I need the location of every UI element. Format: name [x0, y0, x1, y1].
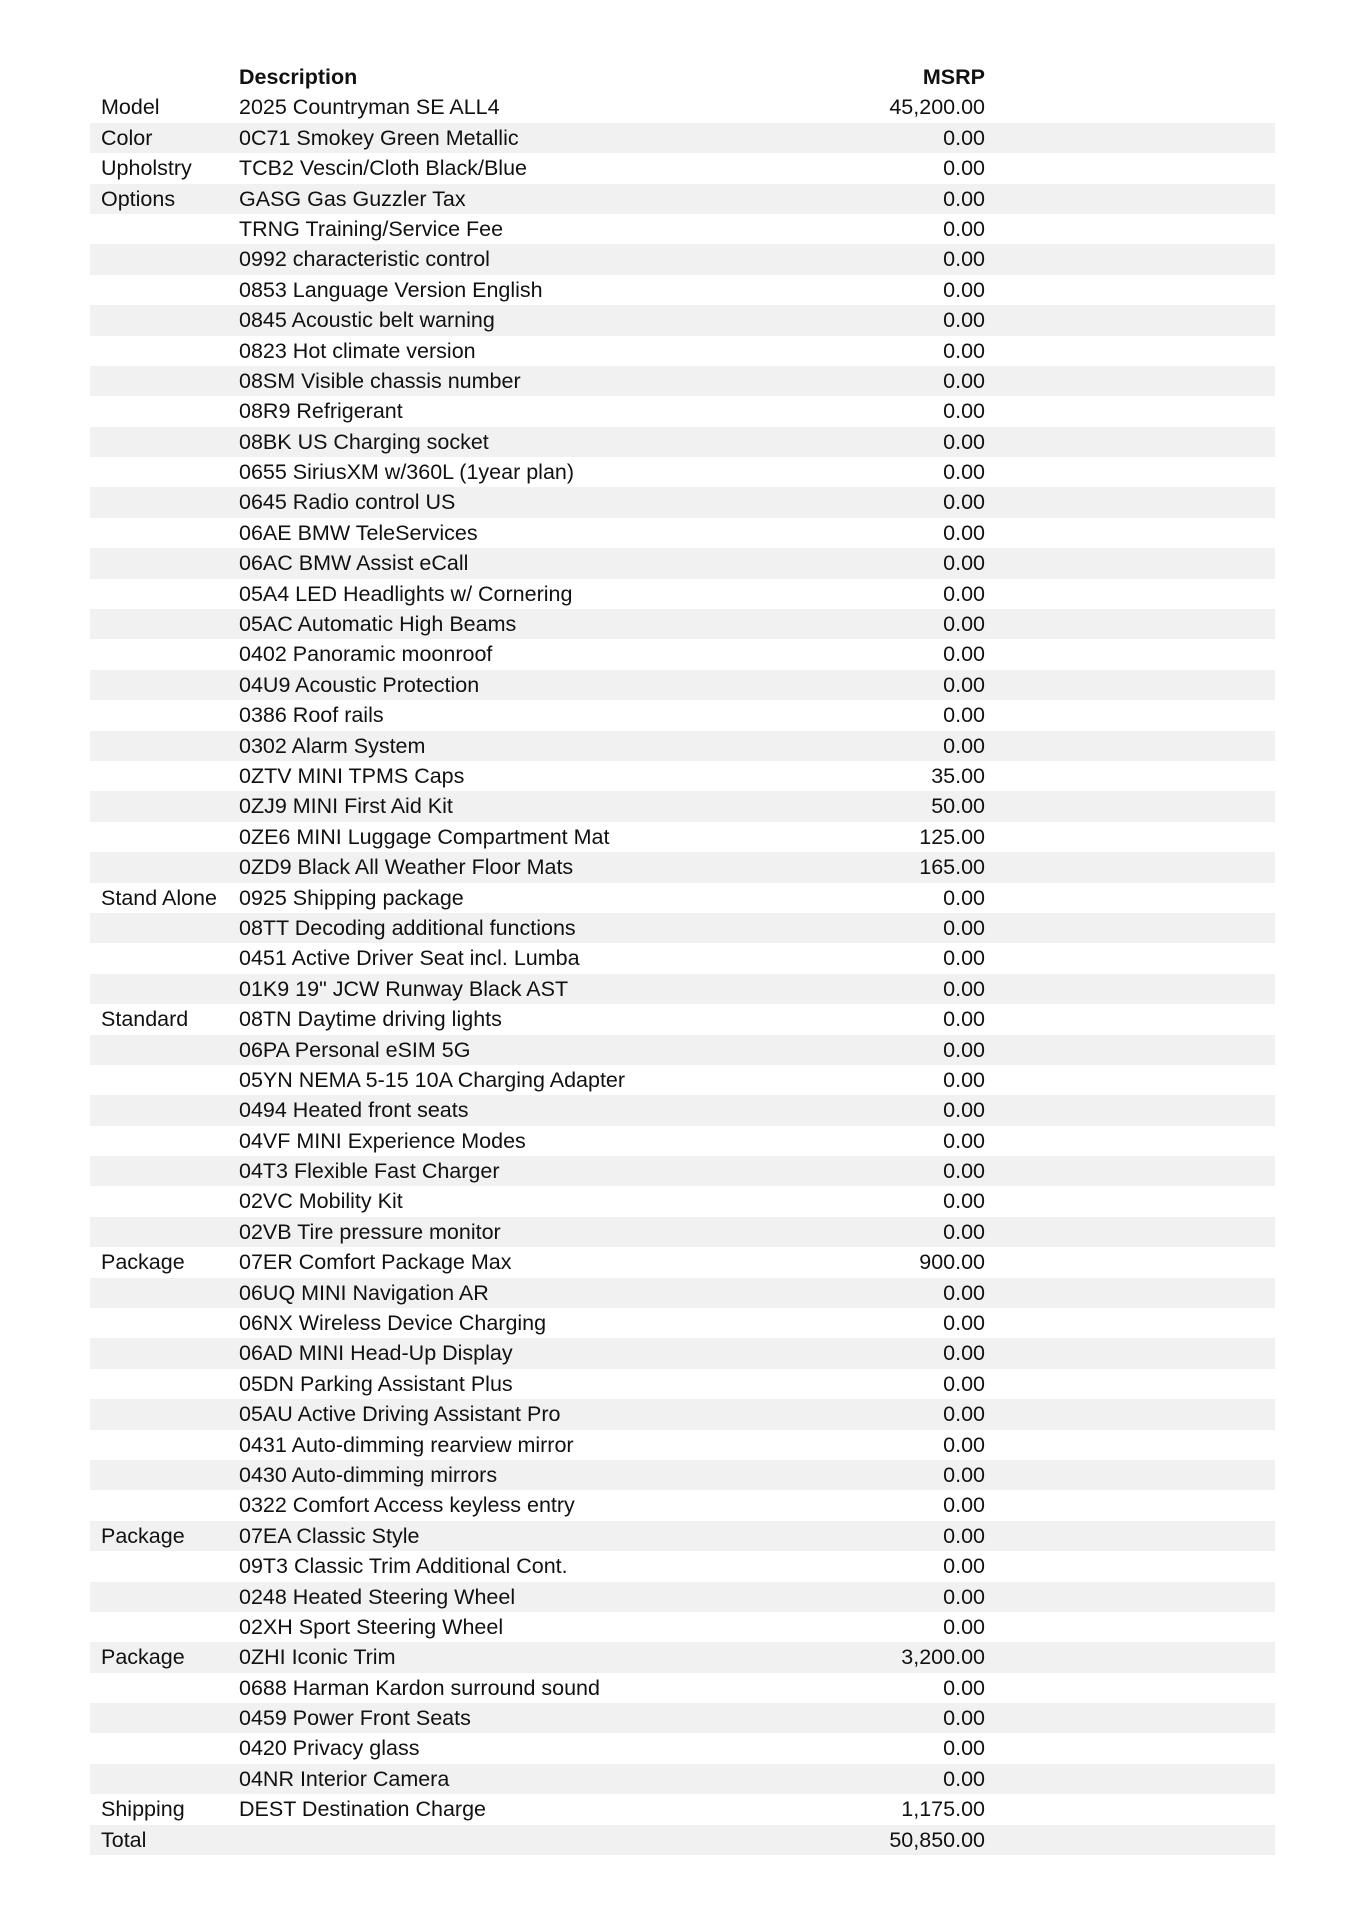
table-row: [90, 1399, 1275, 1429]
description-header: Description: [239, 65, 358, 89]
row-msrp: 0.00: [943, 125, 985, 150]
table-row: [90, 1582, 1275, 1612]
row-category: Model: [101, 95, 160, 120]
row-description: 05AU Active Driving Assistant Pro: [239, 1402, 561, 1427]
row-description: 0430 Auto-dimming mirrors: [239, 1462, 498, 1487]
row-msrp: 0.00: [943, 1675, 985, 1700]
row-description: 02XH Sport Steering Wheel: [239, 1614, 504, 1639]
table-row: [90, 1794, 1275, 1824]
table-row: [90, 1612, 1275, 1642]
table-row: [90, 153, 1275, 183]
table-row: [90, 1186, 1275, 1216]
row-description: 06AE BMW TeleServices: [239, 520, 478, 545]
row-msrp: 0.00: [943, 642, 985, 667]
row-description: 0ZE6 MINI Luggage Compartment Mat: [239, 824, 610, 849]
row-msrp: 0.00: [943, 551, 985, 576]
row-description: GASG Gas Guzzler Tax: [239, 186, 466, 211]
row-msrp: 0.00: [943, 976, 985, 1001]
row-msrp: 0.00: [943, 1067, 985, 1092]
row-category: Options: [101, 186, 176, 211]
row-description: 06UQ MINI Navigation AR: [239, 1280, 489, 1305]
row-description: 09T3 Classic Trim Additional Cont.: [239, 1554, 568, 1579]
table-row: [90, 1703, 1275, 1733]
table-row: [90, 1247, 1275, 1277]
table-row: [90, 457, 1275, 487]
row-description: 0451 Active Driver Seat incl. Lumba: [239, 946, 580, 971]
row-description: 06AD MINI Head-Up Display: [239, 1341, 513, 1366]
row-msrp: 0.00: [943, 1523, 985, 1548]
table-row: [90, 1308, 1275, 1338]
row-msrp: 50.00: [931, 794, 985, 819]
row-description: 05DN Parking Assistant Plus: [239, 1371, 513, 1396]
table-row: [90, 1551, 1275, 1581]
row-msrp: 0.00: [943, 338, 985, 363]
row-msrp: 0.00: [943, 885, 985, 910]
row-msrp: 0.00: [943, 490, 985, 515]
table-row: [90, 974, 1275, 1004]
row-msrp: 50,850.00: [889, 1827, 985, 1852]
table-row: [90, 184, 1275, 214]
row-msrp: 0.00: [943, 1219, 985, 1244]
row-category: Total: [101, 1827, 147, 1852]
table-row: [90, 214, 1275, 244]
table-row: [90, 1430, 1275, 1460]
row-msrp: 0.00: [943, 399, 985, 424]
row-msrp: 0.00: [943, 581, 985, 606]
row-category: Stand Alone: [101, 885, 217, 910]
table-row: [90, 700, 1275, 730]
table-row: [90, 1095, 1275, 1125]
table-row: [90, 943, 1275, 973]
row-msrp: 0.00: [943, 1159, 985, 1184]
row-description: 0655 SiriusXM w/360L (1year plan): [239, 460, 575, 485]
table-row: [90, 1733, 1275, 1763]
row-msrp: 0.00: [943, 1311, 985, 1336]
table-row: [90, 1642, 1275, 1672]
row-description: 04VF MINI Experience Modes: [239, 1128, 526, 1153]
row-description: 0C71 Smokey Green Metallic: [239, 125, 519, 150]
row-category: Package: [101, 1645, 185, 1670]
table-row: [90, 275, 1275, 305]
row-msrp: 0.00: [943, 1189, 985, 1214]
msrp-sheet: [90, 62, 1275, 1855]
row-description: 08SM Visible chassis number: [239, 368, 521, 393]
table-row: [90, 1490, 1275, 1520]
row-description: 0322 Comfort Access keyless entry: [239, 1493, 575, 1518]
row-description: 02VB Tire pressure monitor: [239, 1219, 501, 1244]
table-row: [90, 1156, 1275, 1186]
row-msrp: 0.00: [943, 703, 985, 728]
row-description: 0402 Panoramic moonroof: [239, 642, 493, 667]
row-description: 0459 Power Front Seats: [239, 1706, 471, 1731]
row-description: 01K9 19" JCW Runway Black AST: [239, 976, 569, 1001]
row-description: 06PA Personal eSIM 5G: [239, 1037, 471, 1062]
row-description: 08R9 Refrigerant: [239, 399, 403, 424]
row-description: 0845 Acoustic belt warning: [239, 308, 495, 333]
row-category: Color: [101, 125, 153, 150]
table-row: [90, 791, 1275, 821]
table-row: [90, 123, 1275, 153]
row-description: 0ZD9 Black All Weather Floor Mats: [239, 855, 574, 880]
table-row: [90, 396, 1275, 426]
row-description: 04T3 Flexible Fast Charger: [239, 1159, 500, 1184]
table-row: [90, 1004, 1275, 1034]
row-msrp: 0.00: [943, 1128, 985, 1153]
row-msrp: 900.00: [919, 1250, 985, 1275]
row-description: 0823 Hot climate version: [239, 338, 476, 363]
row-msrp: 125.00: [919, 824, 985, 849]
row-description: 0431 Auto-dimming rearview mirror: [239, 1432, 574, 1457]
row-msrp: 0.00: [943, 156, 985, 181]
row-description: 04U9 Acoustic Protection: [239, 672, 480, 697]
row-msrp: 0.00: [943, 1432, 985, 1457]
row-category: Package: [101, 1523, 185, 1548]
row-msrp: 0.00: [943, 1584, 985, 1609]
row-msrp: 35.00: [931, 763, 985, 788]
row-category: Shipping: [101, 1797, 185, 1822]
row-msrp: 0.00: [943, 733, 985, 758]
table-row: [90, 761, 1275, 791]
row-description: TRNG Training/Service Fee: [239, 216, 504, 241]
row-description: 0386 Roof rails: [239, 703, 384, 728]
row-description: 0992 characteristic control: [239, 247, 490, 272]
table-row: [90, 822, 1275, 852]
table-row: [90, 1126, 1275, 1156]
table-row: [90, 852, 1275, 882]
row-description: 0ZJ9 MINI First Aid Kit: [239, 794, 453, 819]
row-msrp: 0.00: [943, 915, 985, 940]
row-msrp: 0.00: [943, 460, 985, 485]
row-description: 07EA Classic Style: [239, 1523, 420, 1548]
row-msrp: 0.00: [943, 277, 985, 302]
msrp-header: MSRP: [922, 65, 985, 89]
table-row: [90, 518, 1275, 548]
row-description: 0925 Shipping package: [239, 885, 464, 910]
row-msrp: 0.00: [943, 247, 985, 272]
table-row: [90, 1278, 1275, 1308]
row-msrp: 0.00: [943, 1736, 985, 1761]
row-category: Standard: [101, 1007, 189, 1032]
table-row: [90, 1521, 1275, 1551]
row-msrp: 0.00: [943, 368, 985, 393]
row-msrp: 0.00: [943, 672, 985, 697]
row-msrp: 45,200.00: [889, 95, 985, 120]
row-description: 0ZHI Iconic Trim: [239, 1645, 396, 1670]
row-description: 05AC Automatic High Beams: [239, 612, 517, 637]
row-msrp: 0.00: [943, 1402, 985, 1427]
row-description: TCB2 Vescin/Cloth Black/Blue: [239, 156, 527, 181]
table-row: [90, 731, 1275, 761]
row-category: Upholstry: [101, 156, 192, 181]
row-msrp: 0.00: [943, 216, 985, 241]
table-row: [90, 305, 1275, 335]
row-msrp: 0.00: [943, 186, 985, 211]
row-description: 08BK US Charging socket: [239, 429, 489, 454]
row-msrp: 0.00: [943, 1462, 985, 1487]
row-msrp: 0.00: [943, 1098, 985, 1123]
row-msrp: 0.00: [943, 520, 985, 545]
table-row: [90, 670, 1275, 700]
row-category: Package: [101, 1250, 185, 1275]
table-row: [90, 913, 1275, 943]
table-row: [90, 1217, 1275, 1247]
row-msrp: 0.00: [943, 308, 985, 333]
table-row: [90, 1673, 1275, 1703]
row-msrp: 0.00: [943, 1554, 985, 1579]
row-description: 02VC Mobility Kit: [239, 1189, 403, 1214]
row-description: 2025 Countryman SE ALL4: [239, 95, 500, 120]
row-msrp: 0.00: [943, 1493, 985, 1518]
table-row: [90, 579, 1275, 609]
table-header: [90, 62, 1275, 92]
table-row: [90, 1764, 1275, 1794]
row-description: 06AC BMW Assist eCall: [239, 551, 469, 576]
row-msrp: 3,200.00: [901, 1645, 985, 1670]
table-row: [90, 336, 1275, 366]
row-description: 0302 Alarm System: [239, 733, 426, 758]
table-row: [90, 1338, 1275, 1368]
row-msrp: 0.00: [943, 1037, 985, 1062]
row-description: 0ZTV MINI TPMS Caps: [239, 763, 465, 788]
row-msrp: 0.00: [943, 1280, 985, 1305]
table-row: [90, 244, 1275, 274]
row-description: 05A4 LED Headlights w/ Cornering: [239, 581, 573, 606]
table-row: [90, 609, 1275, 639]
row-msrp: 0.00: [943, 612, 985, 637]
row-description: DEST Destination Charge: [239, 1797, 486, 1822]
row-msrp: 0.00: [943, 946, 985, 971]
table-row: [90, 639, 1275, 669]
row-msrp: 0.00: [943, 1007, 985, 1032]
table-row: [90, 92, 1275, 122]
table-row: [90, 1825, 1275, 1855]
row-msrp: 0.00: [943, 429, 985, 454]
row-description: 0420 Privacy glass: [239, 1736, 420, 1761]
row-description: 0645 Radio control US: [239, 490, 456, 515]
row-msrp: 1,175.00: [901, 1797, 985, 1822]
row-description: 04NR Interior Camera: [239, 1766, 450, 1791]
row-msrp: 0.00: [943, 1371, 985, 1396]
row-description: 0248 Heated Steering Wheel: [239, 1584, 516, 1609]
table-row: [90, 1369, 1275, 1399]
table-row: [90, 366, 1275, 396]
row-description: 0494 Heated front seats: [239, 1098, 469, 1123]
row-description: 0688 Harman Kardon surround sound: [239, 1675, 600, 1700]
row-description: 05YN NEMA 5-15 10A Charging Adapter: [239, 1067, 626, 1092]
row-description: 07ER Comfort Package Max: [239, 1250, 512, 1275]
table-row: [90, 883, 1275, 913]
table-row: [90, 427, 1275, 457]
row-msrp: 165.00: [919, 855, 985, 880]
table-row: [90, 1460, 1275, 1490]
row-description: 08TT Decoding additional functions: [239, 915, 576, 940]
row-description: 08TN Daytime driving lights: [239, 1007, 502, 1032]
row-msrp: 0.00: [943, 1766, 985, 1791]
table-row: [90, 1035, 1275, 1065]
table-row: [90, 487, 1275, 517]
line-items: [90, 92, 1275, 1855]
table-row: [90, 1065, 1275, 1095]
row-msrp: 0.00: [943, 1614, 985, 1639]
row-msrp: 0.00: [943, 1341, 985, 1366]
table-row: [90, 548, 1275, 578]
row-msrp: 0.00: [943, 1706, 985, 1731]
row-description: 0853 Language Version English: [239, 277, 543, 302]
row-description: 06NX Wireless Device Charging: [239, 1311, 547, 1336]
